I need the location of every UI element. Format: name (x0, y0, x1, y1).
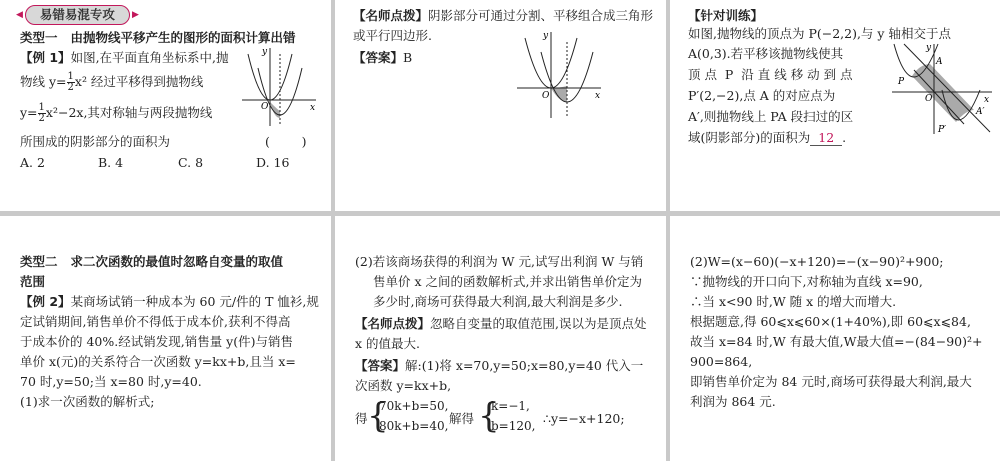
frac-num-2: 1 (38, 102, 45, 113)
shaded-region-main (270, 102, 280, 118)
point-p-label: P (898, 77, 905, 87)
tip-line2: 或平行四边形. (353, 28, 432, 43)
system1-eq1: 70k+b=50, (379, 399, 449, 413)
line2-post: x² 经过平移得到抛物线 (74, 74, 204, 89)
type-two-heading-1: 类型二 求二次函数的最值时忽略自变量的取值 (20, 254, 284, 269)
frac-den: 2 (67, 82, 74, 93)
tip2-label: 【名师点拨】 (355, 316, 431, 331)
solution-line8: 利润为 864 元. (690, 394, 776, 409)
tip-label: 【名师点拨】 (353, 8, 429, 23)
solution-line5: 故当 x=84 时,W 有最大值,W最大值=−(84−90)²+ (690, 334, 983, 349)
line3-pre: y= (20, 105, 38, 120)
answer-paren: ( ) (265, 134, 307, 149)
example2-line1 (20, 292, 319, 312)
line3-post: x²−2x,其对称轴与两段抛物线 (45, 105, 213, 120)
answer2-line2: 次函数 y=kx+b, (355, 378, 452, 393)
practice-line2: A(0,3).若平移该抛物线使其 (688, 46, 844, 61)
example1-line4: 所围成的阴影部分的面积为 (20, 134, 171, 149)
type-two-heading-2: 范围 (20, 274, 46, 289)
type-one-heading: 类型一 由抛物线平移产生的图形的面积计算出错 (20, 30, 296, 45)
practice-end: . (842, 130, 847, 145)
practice-title: 【针对训练】 (688, 8, 764, 23)
point-a-prime-label: A′ (976, 107, 985, 117)
tip-graph (515, 28, 605, 120)
answer-value: B (403, 50, 413, 65)
answer2-label: 【答案】 (355, 358, 406, 373)
graph-origin-label: O (542, 91, 550, 101)
option-c: C. 8 (178, 155, 204, 170)
example2-text1: 某商场试销一种成本为 60 元/件的 T 恤衫,规 (70, 294, 319, 309)
q2-line3: 多少时,商场可获得最大利润,最大利润是多少. (373, 294, 623, 309)
practice-line5: A′,则抛物线上 PA 段扫过的区 (688, 109, 854, 124)
point-a-label: A (936, 57, 943, 67)
panel-practice (670, 0, 1000, 211)
solution-line6: 900=864, (690, 354, 753, 369)
panel-error-type-one (0, 0, 331, 211)
fraction-half (67, 72, 75, 93)
example1-label: 【例 1】 (20, 50, 71, 65)
point-p-prime-label: P′ (938, 125, 947, 135)
solve-middle: 解得 (449, 411, 475, 426)
translation-line-top (904, 44, 990, 132)
triangle-left-icon: ◀ (16, 10, 23, 20)
fraction-half-2 (38, 103, 46, 124)
solution-line7: 即销售单价定为 84 元时,商场可获得最大利润,最大 (690, 374, 972, 389)
example1-line1 (20, 48, 229, 68)
frac-den-2: 2 (38, 113, 45, 124)
practice-line1: 如图,抛物线的顶点为 P(−2,2),与 y 轴相交于点 (688, 26, 951, 41)
answer2-text1: 解:(1)将 x=70,y=50;x=80,y=40 代入一 (405, 358, 644, 373)
system2-eq2: b=120, (491, 419, 536, 433)
tip-line1 (353, 6, 653, 26)
system2-eq1: k=−1, (491, 399, 530, 413)
graph-y-label: y (262, 47, 268, 57)
practice-graph (890, 40, 994, 136)
graph-x-label: x (310, 103, 316, 113)
graph-x-label: x (984, 95, 990, 105)
option-d: D. 16 (256, 155, 290, 170)
solution-line3: ∴当 x<90 时,W 随 x 的增大而增大. (690, 294, 897, 309)
line2-pre: 物线 y= (20, 74, 67, 89)
panel-error-type-two (0, 216, 331, 461)
panel-question2-answer (335, 216, 666, 461)
practice-line3: 顶 点 P 沿 直 线 移 动 到 点 (688, 67, 853, 82)
tip2-line2: x 的值最大. (355, 336, 420, 351)
frac-num: 1 (67, 71, 74, 82)
solve-prefix: 得 (355, 411, 368, 426)
example2-label: 【例 2】 (20, 294, 71, 309)
example1-line2 (20, 72, 203, 93)
triangle-right-icon: ▶ (131, 10, 139, 20)
section-header: 易错易混专攻 (25, 5, 130, 25)
example2-line3: 于成本价的 40%.经试销发现,销售量 y(件)与销售 (20, 334, 293, 349)
option-a: A. 2 (20, 155, 45, 170)
solution-line4: 根据题意,得 60⩽x⩽60×(1+40%),即 60⩽x⩽84, (690, 314, 971, 329)
answer2-line1 (355, 356, 643, 376)
option-b: B. 4 (98, 155, 124, 170)
section-badge (14, 4, 141, 26)
panel-tip-answer (335, 0, 666, 211)
example2-line4: 单价 x(元)的关系符合一次函数 y=kx+b,且当 x= (20, 354, 296, 369)
practice-answer: 12 (810, 130, 842, 146)
example1-graph (240, 44, 320, 128)
answer-line (353, 48, 412, 68)
tip2-line1 (355, 314, 647, 334)
system-brace-2: { (478, 396, 500, 436)
graph-y-label: y (926, 43, 932, 53)
practice-line4: P′(2,−2),点 A 的对应点为 (688, 88, 836, 103)
q2-line1: (2)若该商场获得的利润为 W 元,试写出利润 W 与销 (355, 254, 644, 269)
practice-line6 (688, 128, 846, 148)
solve-result: ∴y=−x+120; (543, 411, 625, 426)
solution-line1: (2)W=(x−60)(−x+120)=−(x−90)²+900; (690, 254, 944, 269)
graph-y-label: y (543, 31, 549, 41)
tip2-text1: 忽略自变量的取值范围,误以为是顶点处 (430, 316, 647, 331)
example2-line5: 70 时,y=50;当 x=80 时,y=40. (20, 374, 202, 389)
graph-x-label: x (595, 91, 601, 101)
example1-line3 (20, 103, 212, 124)
practice-line6-text: 域(阴影部分)的面积为 (688, 130, 811, 145)
tip-text1: 阴影部分可通过分割、平移组合成三角形 (428, 8, 654, 23)
example1-text: 如图,在平面直角坐标系中,抛 (70, 50, 229, 65)
example2-line2: 定试销期间,销售单价不得低于成本价,获利不得高 (20, 314, 291, 329)
graph-origin-label: O (261, 102, 269, 112)
example2-line6: (1)求一次函数的解析式; (20, 394, 155, 409)
graph-origin-label: O (925, 94, 933, 104)
panel-answer-continued (670, 216, 1000, 461)
q2-line2: 售单价 x 之间的函数解析式,并求出销售单价定为 (373, 274, 642, 289)
system-brace-1: { (367, 396, 389, 436)
answer-label: 【答案】 (353, 50, 404, 65)
system1-eq2: 80k+b=40, (379, 419, 449, 433)
solution-line2: ∵抛物线的开口向下,对称轴为直线 x=90, (690, 274, 923, 289)
